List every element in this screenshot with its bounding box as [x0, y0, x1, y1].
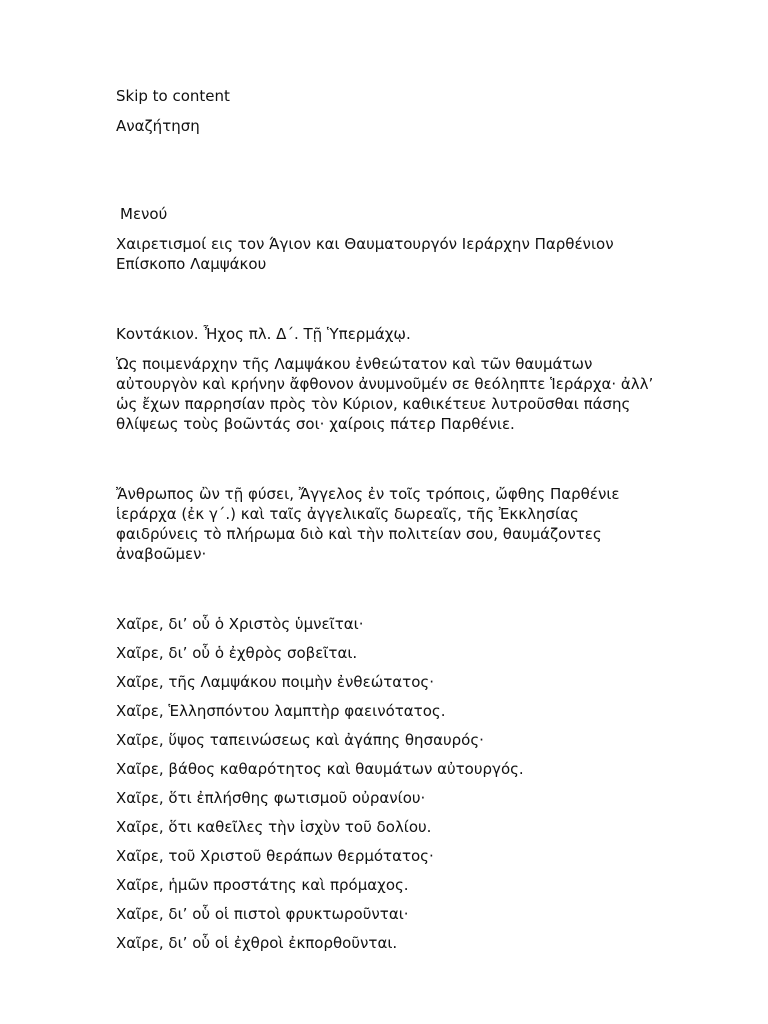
chaire-line: Χαῖρε, τῆς Λαμψάκου ποιμὴν ἐνθεώτατος· — [116, 673, 434, 691]
chairetismoi-list — [116, 614, 656, 953]
page-content — [116, 86, 656, 962]
article — [116, 234, 656, 953]
chaire-line: Χαῖρε, ὕψος ταπεινώσεως καὶ ἀγάπης θησαυρός· — [116, 731, 484, 749]
article-title: Χαιρετισμοί εις τον Άγιον και Θαυματουργόν Ιεράρχην Παρθένιον Επίσκοπο Λαμψάκου — [116, 235, 614, 273]
oikos-text: Ἄνθρωπος ὢν τῇ φύσει, Ἄγγελος ἐν τοῖς τρόποις, ὤφθης Παρθένιε ἱεράρχα (ἐκ γ΄.) καὶ ταῖς ἀγγελικαῖς δωρεαῖς, τῆς Ἐκκλησίας φαιδρύνεις τὸ πλήρωμα διὸ καὶ τὴν πολιτείαν σου, θαυμάζοντες ἀναβοῶμεν· — [116, 485, 620, 563]
kontakion-heading: Κοντάκιον. Ἦχος πλ. Δ΄. Τῇ Ὑπερμάχῳ. — [116, 325, 411, 343]
chaire-line: Χαῖρε, δι’ οὗ οἱ ἐχθροὶ ἐκπορθοῦνται. — [116, 934, 398, 952]
chaire-line: Χαῖρε, δι’ οὗ ὁ ἐχθρὸς σοβεῖται. — [116, 644, 358, 662]
chaire-line: Χαῖρε, βάθος καθαρότητος καὶ θαυμάτων αὐτουργός. — [116, 760, 524, 778]
chaire-line: Χαῖρε, ὅτι ἐπλήσθης φωτισμοῦ οὐρανίου· — [116, 789, 426, 807]
skip-to-content-link[interactable]: Skip to content — [116, 87, 230, 105]
chaire-line: Χαῖρε, δι’ οὗ οἱ πιστοὶ φρυκτωροῦνται· — [116, 905, 409, 923]
chaire-line: Χαῖρε, τοῦ Χριστοῦ θεράπων θερμότατος· — [116, 847, 434, 865]
chaire-line: Χαῖρε, ὅτι καθεῖλες τὴν ἰσχὺν τοῦ δολίου. — [116, 818, 432, 836]
chaire-line: Χαῖρε, δι’ οὗ ὁ Χριστὸς ὑμνεῖται· — [116, 615, 364, 633]
menu-button[interactable]: Μενού — [120, 205, 168, 223]
search-link[interactable]: Αναζήτηση — [116, 117, 200, 135]
chaire-line: Χαῖρε, Ἑλλησπόντου λαμπτὴρ φαεινότατος. — [116, 702, 446, 720]
chaire-line: Χαῖρε, ἡμῶν προστάτης καὶ πρόμαχος. — [116, 876, 409, 894]
kontakion-text: Ὡς ποιμενάρχην τῆς Λαμψάκου ἐνθεώτατον καὶ τῶν θαυμάτων αὐτουργὸν καὶ κρήνην ἄφθονον ἀνυμνοῦμέν σε θεόληπτε Ἱεράρχα· ἀλλ’ ὡς ἔχων παρρησίαν πρὸς τὸν Κύριον, καθικέτευε λυτροῦσθαι πάσης θλίψεως τοὺς βοῶντάς σοι· χαίροις πάτερ Παρθένιε. — [116, 355, 654, 433]
